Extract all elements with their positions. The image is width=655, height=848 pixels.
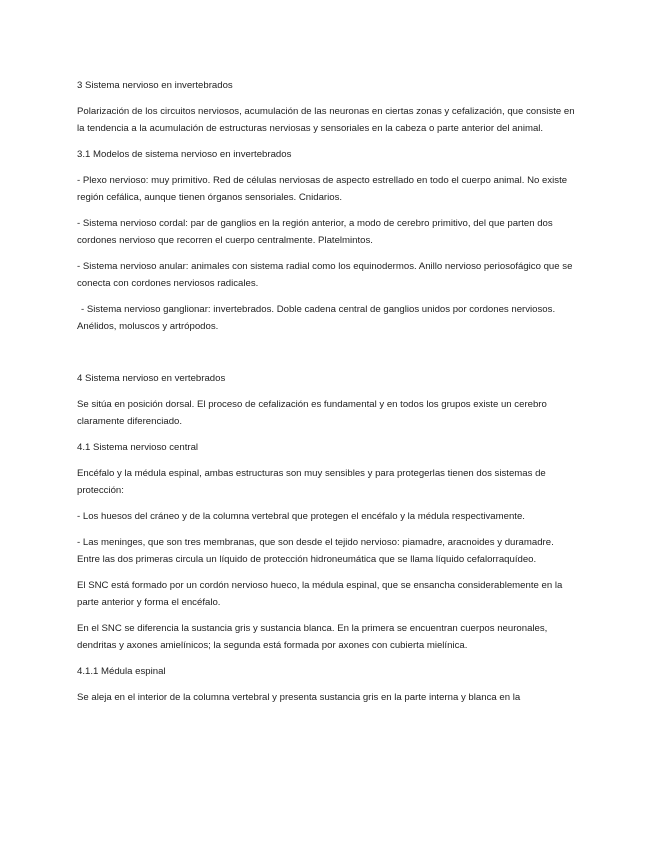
section-4-1-item-meninges: - Las meninges, que son tres membranas, que son desde el tejido nervioso: piamadre, aracnoides y duramadre. Entre las dos primeras circula un líquido de protección hidroneumática que se llama líquido cefalorraquídeo. [77, 537, 554, 565]
section-3-paragraph: Polarización de los circuitos nerviosos, acumulación de las neuronas en ciertas zonas y cefalización, que consiste en la tendencia a la acumulación de estructuras nerviosas y sensoriales en la cabeza o parte anterior del animal. [77, 106, 575, 134]
section-3-1-item-anular: - Sistema nervioso anular: animales con sistema radial como los equinodermos. Anillo nervioso periosofágico que se conecta con cordones nerviosos radicales. [77, 261, 573, 289]
section-3-1-item-plexo: - Plexo nervioso: muy primitivo. Red de células nerviosas de aspecto estrellado en todo el cuerpo animal. No existe región cefálica, aunque tienen órganos sensoriales. Cnidarios. [77, 175, 568, 203]
section-4-1-title: 4.1 Sistema nervioso central [77, 442, 199, 453]
section-4-1-paragraph-sustancia: En el SNC se diferencia la sustancia gris y sustancia blanca. En la primera se encuentran cuerpos neuronales, dendritas y axones amielínicos; la segunda está formada por axones con cubierta mielínica. [77, 623, 548, 651]
section-3-1-item-ganglionar: - Sistema nervioso ganglionar: invertebrados. Doble cadena central de ganglios unidos por cordones nerviosos. Anélidos, moluscos y artrópodos. [77, 304, 556, 332]
section-spacer [77, 344, 575, 370]
section-4-1-1-title: 4.1.1 Médula espinal [77, 666, 166, 677]
section-4-1-1-paragraph: Se aleja en el interior de la columna vertebral y presenta sustancia gris en la parte interna y blanca en la [77, 692, 521, 703]
section-4-1-paragraph-snc: El SNC está formado por un cordón nervioso hueco, la médula espinal, que se ensancha considerablemente en la parte anterior y forma el encéfalo. [77, 580, 563, 608]
section-3-1-item-cordal: - Sistema nervioso cordal: par de ganglios en la región anterior, a modo de cerebro primitivo, del que parten dos cordones nervioso que recorren el cuerpo centralmente. Platelmintos. [77, 218, 553, 246]
section-3-1-title: 3.1 Modelos de sistema nervioso en invertebrados [77, 149, 292, 160]
section-4-paragraph: Se sitúa en posición dorsal. El proceso de cefalización es fundamental y en todos los grupos existe un cerebro claramente diferenciado. [77, 399, 547, 427]
document-body [77, 77, 575, 715]
section-4-1-paragraph-intro: Encéfalo y la médula espinal, ambas estructuras son muy sensibles y para protegerlas tienen dos sistemas de protección: [77, 468, 546, 496]
section-4-title: 4 Sistema nervioso en vertebrados [77, 373, 226, 384]
section-4-1-item-huesos: - Los huesos del cráneo y de la columna vertebral que protegen el encéfalo y la médula respectivamente. [77, 511, 525, 522]
section-3-title: 3 Sistema nervioso en invertebrados [77, 80, 233, 91]
